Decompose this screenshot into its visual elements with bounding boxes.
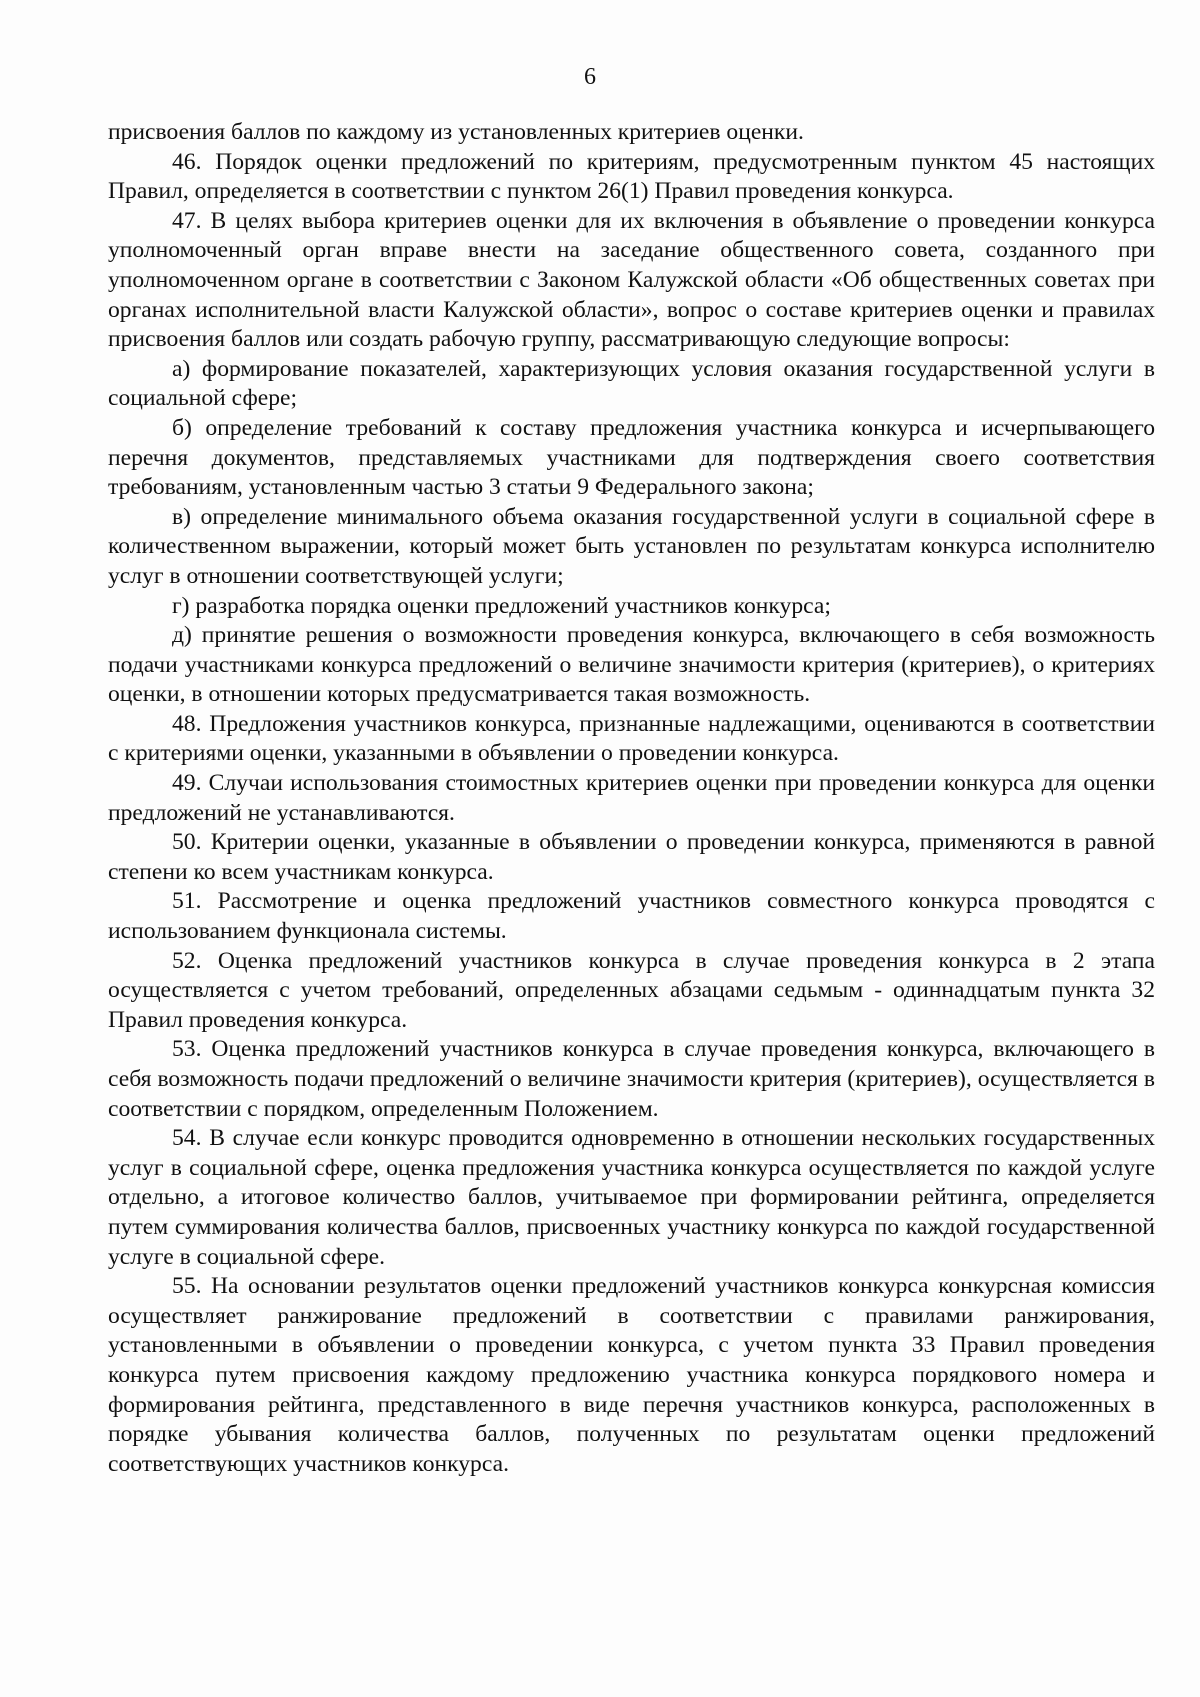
subitem-g: г) разработка порядка оценки предложений участников конкурса; xyxy=(172,592,831,619)
paragraph-49: 49. Случаи использования стоимостных критериев оценки при проведении конкурса для оценки предложений не устанавливаются. xyxy=(108,770,1155,826)
paragraph-53: 53. Оценка предложений участников конкурса в случае проведения конкурса, включающего в себя возможность подачи предложений о величине значимости критерия (критериев), осуществляется в соответствии с порядком, определенным Положением. xyxy=(108,1036,1155,1122)
paragraph-46: 46. Порядок оценки предложений по критериям, предусмотренным пунктом 45 настоящих Правил, определяется в соответствии с пунктом 26(1) Правил проведения конкурса. xyxy=(108,148,1155,205)
paragraph-55: 55. На основании результатов оценки предложений участников конкурса конкурсная комиссия осуществляет ранжирование предложений в соответствии с правилами ранжирования, установленными в объявлении о проведении конкурса, с учетом пункта 33 Правил проведения конкурса путем присвоения каждому предложению участника конкурса порядкового номера и формирования рейтинга, представленного в виде перечня участников конкурса, расположенных в порядке убывания количества баллов, полученных по результатам оценки предложений соответствующих участников конкурса. xyxy=(108,1273,1155,1477)
page-number: 6 xyxy=(584,64,596,90)
subitem-a: а) формирование показателей, характеризующих условия оказания государственной услуги в социальной сфере; xyxy=(108,355,1155,412)
paragraph-51: 51. Рассмотрение и оценка предложений участников совместного конкурса проводятся с использованием функционала системы. xyxy=(108,888,1155,945)
paragraph-48: 48. Предложения участников конкурса, признанные надлежащими, оцениваются в соответствии с критериями оценки, указанными в объявлении о проведении конкурса. xyxy=(108,710,1155,767)
subitem-v: в) определение минимального объема оказания государственной услуги в социальной сфере в количественном выражении, который может быть установлен по результатам конкурса исполнителю услуг в отношении соответствующей услуги; xyxy=(108,503,1155,589)
paragraph-47: 47. В целях выбора критериев оценки для их включения в объявление о проведении конкурса уполномоченный орган вправе внести на заседание общественного совета, созданного при уполномоченном органе в соответствии с Законом Калужской области «Об общественных советах при органах исполнительной власти Калужской области», вопрос о составе критериев оценки и правилах присвоения баллов или создать рабочую группу, рассматривающую следующие вопросы: xyxy=(108,207,1155,353)
document-body xyxy=(108,118,1155,1479)
subitem-d: д) принятие решения о возможности проведения конкурса, включающего в себя возможность подачи участниками конкурса предложений о величине значимости критерия (критериев), о критериях оценки, в отношении которых предусматривается такая возможность. xyxy=(108,622,1155,708)
paragraph-52: 52. Оценка предложений участников конкурса в случае проведения конкурса в 2 этапа осуществляется с учетом требований, определенных абзацами седьмым - одиннадцатым пункта 32 Правил проведения конкурса. xyxy=(108,947,1155,1033)
subitem-b: б) определение требований к составу предложения участника конкурса и исчерпывающего перечня документов, представляемых участниками для подтверждения своего соответствия требованиям, установленным частью 3 статьи 9 Федерального закона; xyxy=(108,414,1155,501)
paragraph-continuation: присвоения баллов по каждому из установленных критериев оценки. xyxy=(108,119,804,145)
paragraph-50: 50. Критерии оценки, указанные в объявлении о проведении конкурса, применяются в равной степени ко всем участникам конкурса. xyxy=(108,829,1155,885)
paragraph-54: 54. В случае если конкурс проводится одновременно в отношении нескольких государственных услуг в социальной сфере, оценка предложения участника конкурса осуществляется по каждой услуге отдельно, а итоговое количество баллов, учитываемое при формировании рейтинга, определяется путем суммирования количества баллов, присвоенных участнику конкурса по каждой государственной услуге в социальной сфере. xyxy=(108,1125,1155,1270)
